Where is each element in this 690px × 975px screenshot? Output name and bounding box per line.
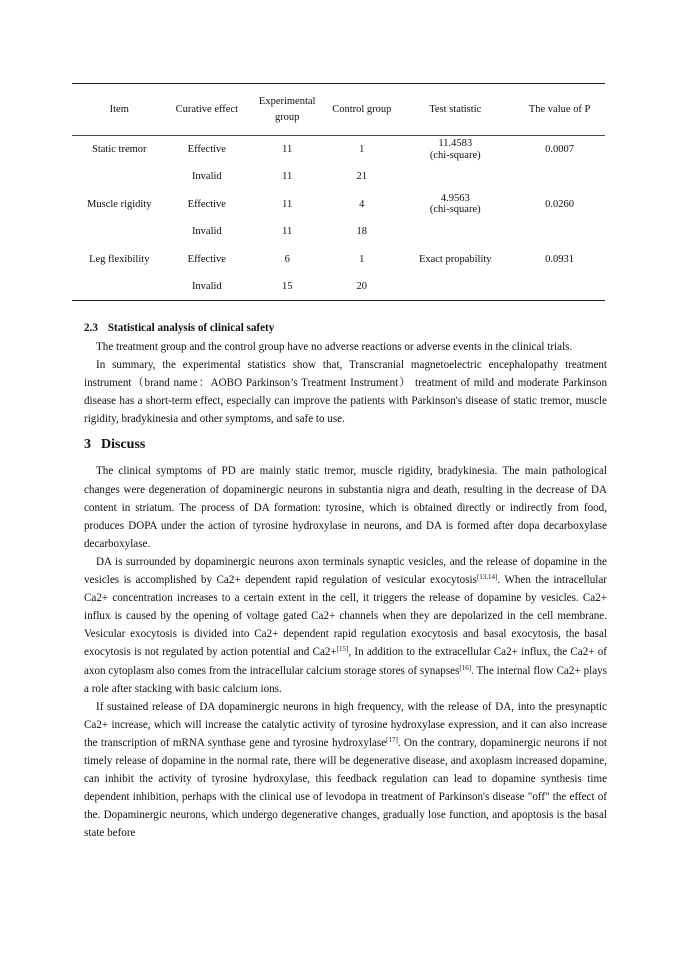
cell-experimental: 11 — [282, 144, 293, 155]
cell-control: 21 — [356, 171, 368, 183]
cell-experimental: 11 — [282, 198, 293, 210]
paragraph: The treatment group and the control group have no adverse reactions or adverse events in the clinical trials. — [96, 341, 573, 353]
cell-item: Leg flexibility — [89, 253, 150, 265]
paragraph — [84, 698, 607, 843]
header-p-value: The value of P — [514, 84, 605, 136]
cell-p-value — [514, 273, 605, 301]
citation: [16] — [459, 663, 472, 672]
section-3-heading — [84, 435, 607, 455]
cell-test-statistic — [396, 191, 514, 219]
header-item: Item — [72, 84, 167, 136]
body-text — [84, 320, 607, 842]
paragraph-text: . On the contrary, dopaminergic neurons if not timely release of dopamine in the normal rate, there will be degenerative disease, and axoplasm increased dopamine, can inhibit the activity of tyrosine hydroxylase, this feedback regulation can lead to dopamine synthesis time dependent inhibition, perhaps with the clinical use of levodopa in treatment of Parkinson's disease "off" the effect of the. Dopaminergic neurons, which undergo degenerative changes, gradually lose function, and apoptosis is the basal state before — [84, 736, 607, 840]
section-3-number: 3 — [84, 437, 91, 453]
table-row — [72, 218, 605, 246]
header-test-statistic: Test statistic — [396, 84, 514, 136]
cell-experimental: 11 — [282, 171, 293, 183]
cell-test-value: 4.9563 — [440, 193, 470, 205]
header-experimental-group — [247, 84, 327, 136]
table-row — [72, 136, 605, 164]
header-curative-effect: Curative effect — [167, 84, 248, 136]
cell-control: 1 — [359, 253, 365, 265]
cell-effect: Invalid — [191, 171, 222, 183]
results-table — [72, 83, 605, 301]
paragraph-text: , In addition to the extracellular Ca2+ influx, the Ca2+ of axon cytoplasm also comes from the intracellular calcium storage stores of synapses — [84, 646, 607, 677]
table-row — [72, 191, 605, 219]
table-row — [72, 246, 605, 274]
cell-p-value — [514, 218, 605, 246]
section-2-3-title: Statistical analysis of clinical safety — [107, 322, 275, 334]
cell-test-statistic: Exact propability — [418, 253, 492, 265]
cell-effect: Invalid — [191, 226, 222, 238]
cell-test-statistic — [396, 218, 514, 246]
cell-test-type: (chi-square) — [429, 149, 481, 161]
cell-test-type: (chi-square) — [429, 204, 481, 216]
citation: [13,14] — [476, 573, 498, 582]
cell-item: Muscle rigidity — [87, 198, 152, 210]
table-row — [72, 273, 605, 301]
cell-control: 20 — [327, 273, 396, 301]
cell-control: 1 — [359, 144, 365, 155]
section-3-title: Discuss — [101, 437, 146, 453]
cell-item: Static tremor — [92, 144, 147, 155]
cell-p-value: 0.0931 — [545, 253, 575, 265]
header-experimental-line2: group — [274, 111, 300, 123]
cell-experimental: 6 — [284, 253, 290, 265]
paragraph-text: DA is surrounded by dopaminergic neurons axon terminals synaptic vesicles, and the release of dopamine in the vesicles is accomplished by Ca2+ dependent rapid regulation of vesicular exocytosis — [84, 555, 607, 587]
cell-effect: Effective — [187, 144, 226, 155]
paragraph-text: If sustained release of DA dopaminergic neurons in high frequency, with the release of DA, into the presynaptic Ca2+ increase, which will increase the catalytic activity of tyrosine hydroxylase expression, and it can also increase the transcription of mRNA synthase gene and tyrosine hydroxylase — [84, 700, 607, 749]
cell-p-value: 0.0007 — [545, 144, 575, 155]
citation: [17] — [386, 735, 398, 744]
header-control-group: Control group — [327, 84, 396, 136]
cell-experimental: 11 — [282, 226, 293, 238]
cell-p-value: 0.0260 — [545, 198, 575, 210]
table-header-row — [72, 84, 605, 136]
cell-test-statistic — [396, 163, 514, 191]
cell-experimental: 15 — [247, 273, 327, 301]
section-2-3-heading — [84, 320, 607, 336]
cell-control: 18 — [356, 226, 368, 238]
cell-item — [72, 273, 167, 301]
cell-effect: Invalid — [167, 273, 248, 301]
section-2-3-number: 2.3 — [84, 322, 98, 334]
header-experimental-line1: Experimental — [258, 96, 316, 108]
paragraph-text: . The internal flow Ca2+ plays a role after stacking with basic calcium ions. — [84, 664, 607, 695]
cell-item — [72, 218, 167, 246]
paragraph — [84, 553, 607, 698]
cell-p-value — [514, 163, 605, 191]
paragraph: The clinical symptoms of PD are mainly static tremor, muscle rigidity, bradykinesia. The main pathological changes were degeneration of dopaminergic neurons in substantia nigra and death, resulting in the decrease of DA content in striatum. The process of DA formation: tyrosine, which is obtained directly or indirectly from food, produces DOPA under the action of tyrosine hydroxylase in neurons, and DA is formed after dopa decarboxylase decarboxylase. — [84, 465, 607, 550]
cell-item — [72, 163, 167, 191]
cell-test-value: 11.4583 — [438, 138, 473, 150]
cell-test-statistic — [396, 136, 514, 164]
table-row — [72, 163, 605, 191]
cell-test-statistic — [396, 273, 514, 301]
cell-effect: Effective — [187, 198, 226, 210]
paragraph: In summary, the experimental statistics show that, Transcranial magnetoelectric encephalopathy treatment instrument（brand name：AOBO Parkinson’s Treatment Instrument） treatment of mild and moderate Parkinson disease has a short-term effect, especially can improve the patients with Parkinson's disease of static tremor, muscle rigidity, bradykinesia and other symptoms, and safe to use. — [84, 359, 607, 426]
paragraph-text: . When the intracellular Ca2+ concentration increases to a certain extent in the cell, it triggers the release of dopamine by vesicles. Ca2+ influx is caused by the opening of voltage gated Ca2+ channels when they are depolarized in the cell membrane. Vesicular exocytosis is divided into Ca2+ dependent rapid regulation exocytosis and basal exocytosis, the basal exocytosis is not regulated by action potential and Ca2+ — [84, 574, 607, 659]
cell-control: 4 — [359, 198, 365, 210]
cell-effect: Effective — [187, 253, 226, 265]
citation: [15] — [336, 645, 349, 654]
